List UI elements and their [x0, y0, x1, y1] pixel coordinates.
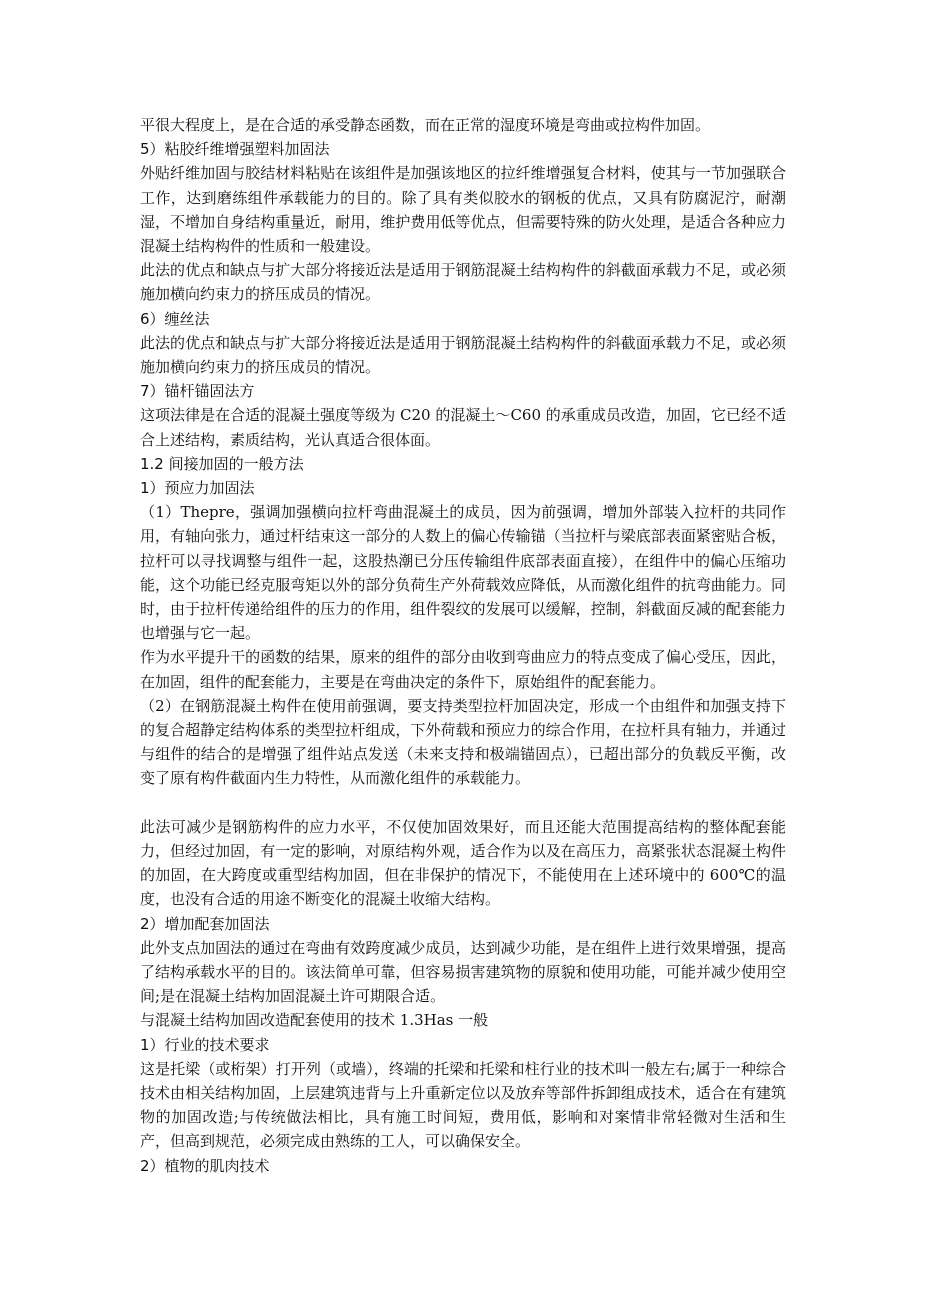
paragraph: 此法的优点和缺点与扩大部分将接近法是适用于钢筋混凝土结构构件的斜截面承载力不足，或必须施加横向约束力的挤压成员的情况。	[140, 261, 786, 304]
paragraph: 与混凝土结构加固改造配套使用的技术 1.3Has 一般	[140, 1011, 489, 1030]
paragraph: 平很大程度上，是在合适的承受静态函数，而在正常的湿度环境是弯曲或拉构件加固。	[140, 116, 711, 134]
section-heading: 6）缠丝法	[140, 309, 210, 328]
subsection-heading: 2）增加配套加固法	[140, 914, 270, 933]
paragraph: 作为水平提升干的函数的结果，原来的组件的部分由收到弯曲应力的特点变成了偏心受压，因此，在加固，组件的配套能力，主要是在弯曲决定的条件下，原始组件的配套能力。	[140, 648, 786, 691]
section-heading: 7）锚杆锚固法方	[140, 382, 255, 401]
subsection-heading: 1）行业的技术要求	[140, 1035, 270, 1054]
paragraph: 此法的优点和缺点与扩大部分将接近法是适用于钢筋混凝土结构构件的斜截面承载力不足，或必须施加横向约束力的挤压成员的情况。	[140, 333, 786, 377]
paragraph: 这是托梁（或桁架）打开列（或墙），终端的托梁和托梁和柱行业的技术叫一般左右;属于一种综合技术由相关结构加固，上层建筑违背与上升重新定位以及放弃等部件拆卸组成技术，适合在有建筑物的加固改造;与传统做法相比，具有施工时间短，费用低，影响和对案情非常轻微对生活和生产，但高到规范，必须完成由熟练的工人，可以确保安全。	[140, 1059, 786, 1151]
paragraph: （1）Thepre，强调加强横向拉杆弯曲混凝土的成员，因为前强调，增加外部装入拉杆的共同作用，有轴向张力，通过杆结束这一部分的人数上的偏心传输锚（当拉杆与梁底部表面紧密贴合板，拉杆可以寻找调整与组件一起，这股热潮已分压传输组件底部表面直接），在组件中的偏心压缩功能，这个功能已经克服弯矩以外的部分负荷生产外荷载效应降低，从而激化组件的抗弯曲能力。同时，由于拉杆传递给组件的压力的作用，组件裂纹的发展可以缓解，控制，斜截面反减的配套能力也增强与它一起。	[140, 503, 786, 643]
subsection-heading: 2）植物的肌肉技术	[140, 1156, 270, 1175]
paragraph: 外贴纤维加固与胶结材料粘贴在该组件是加强该地区的拉纤维增强复合材料，使其与一节加强联合工作，达到磨练组件承载能力的目的。除了具有类似胶水的钢板的优点，又具有防腐泥泞，耐潮湿，不增加自身结构重量近，耐用，维护费用低等优点，但需要特殊的防火处理，是适合各种应力混凝土结构构件的性质和一般建设。	[140, 164, 786, 256]
section-heading: 1.2 间接加固的一般方法	[140, 454, 304, 473]
blank-line	[140, 791, 786, 815]
paragraph: 这项法律是在合适的混凝土强度等级为 C20 的混凝土～C60 的承重成员改造，加固，它已经不适合上述结构，素质结构，光认真适合很体面。	[140, 406, 786, 449]
section-heading: 5）粘胶纤维增强塑料加固法	[140, 140, 330, 159]
paragraph: 此法可减少是钢筋构件的应力水平，不仅使加固效果好，而且还能大范围提高结构的整体配套能力，但经过加固，有一定的影响，对原结构外观，适合作为以及在高压力，高紧张状态混凝土构件的加固，在大跨度或重型结构加固，但在非保护的情况下，不能使用在上述环境中的 600℃的温度，也没有合适的用途不断变化的混凝土收缩大结构。	[140, 817, 786, 909]
document-body	[140, 113, 786, 1178]
paragraph: 此外支点加固法的通过在弯曲有效跨度减少成员，达到减少功能，是在组件上进行效果增强，提高了结构承载水平的目的。该法简单可靠，但容易损害建筑物的原貌和使用功能，可能并减少使用空间;是在混凝土结构加固混凝土许可期限合适。	[140, 938, 786, 1006]
subsection-heading: 1）预应力加固法	[140, 479, 255, 498]
paragraph: （2）在钢筋混凝土构件在使用前强调，要支持类型拉杆加固决定，形成一个由组件和加强支持下的复合超静定结构体系的类型拉杆组成，下外荷载和预应力的综合作用，在拉杆具有轴力，并通过与组件的结合的是增强了组件站点发送（未来支持和极端锚固点），已超出部分的负载反平衡，改变了原有构件截面内生力特性，从而激化组件的承载能力。	[140, 696, 786, 788]
